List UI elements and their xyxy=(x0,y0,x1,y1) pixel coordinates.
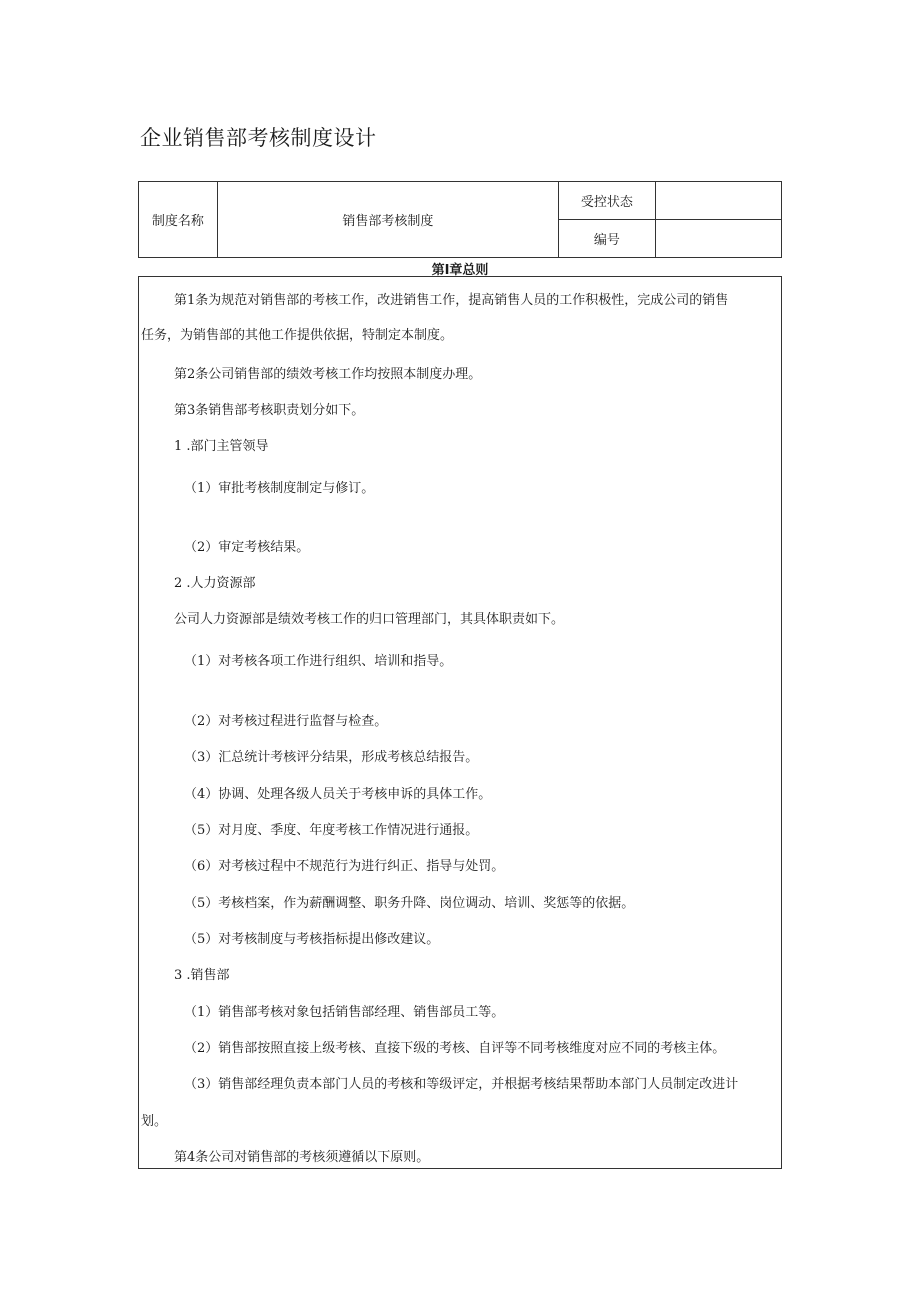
text-line: （1）对考核各项工作进行组织、培训和指导。 xyxy=(184,654,453,669)
text-line: 任务，为销售部的其他工作提供依据，特制定本制度。 xyxy=(141,328,454,343)
text-line: 2 .人力资源部 xyxy=(174,576,256,591)
text-line: （1）销售部考核对象包括销售部经理、销售部员工等。 xyxy=(184,1005,505,1020)
name-value-cell: 销售部考核制度 xyxy=(217,182,558,258)
text-line: 第3条销售部考核职责划分如下。 xyxy=(174,403,365,418)
text-line: （2）对考核过程进行监督与检查。 xyxy=(184,714,388,729)
number-label-cell: 编号 xyxy=(559,220,656,258)
text-line: 划。 xyxy=(141,1114,168,1129)
text-line: （3）汇总统计考核评分结果，形成考核总结报告。 xyxy=(184,750,479,765)
control-value-cell xyxy=(655,182,781,220)
header-table xyxy=(138,181,782,258)
text-line: 第2条公司销售部的绩效考核工作均按照本制度办理。 xyxy=(174,367,482,382)
name-label-cell: 制度名称 xyxy=(139,182,218,258)
text-line: （5）对月度、季度、年度考核工作情况进行通报。 xyxy=(184,823,479,838)
text-line: （5）对考核制度与考核指标提出修改建议。 xyxy=(184,932,440,947)
text-line: （2）销售部按照直接上级考核、直接下级的考核、自评等不同考核维度对应不同的考核主体。 xyxy=(184,1041,726,1056)
text-line: 1 .部门主管领导 xyxy=(174,439,269,454)
text-line: 3 .销售部 xyxy=(174,968,230,983)
document-title: 企业销售部考核制度设计 xyxy=(140,126,377,150)
control-label-cell: 受控状态 xyxy=(559,182,656,220)
text-line: 第1条为规范对销售部的考核工作，改进销售工作，提高销售人员的工作积极性，完成公司的销售 xyxy=(174,293,729,308)
text-line: （1）审批考核制度制定与修订。 xyxy=(184,481,375,496)
text-line: （2）审定考核结果。 xyxy=(184,540,310,555)
text-line: 第4条公司对销售部的考核须遵循以下原则。 xyxy=(174,1150,430,1165)
number-value-cell xyxy=(655,220,781,258)
text-line: （5）考核档案，作为薪酬调整、职务升降、岗位调动、培训、奖惩等的依据。 xyxy=(184,896,635,911)
text-line: （6）对考核过程中不规范行为进行纠正、指导与处罚。 xyxy=(184,859,505,874)
chapter-title: 第I章总则 xyxy=(431,263,489,278)
text-line: （3）销售部经理负责本部门人员的考核和等级评定，并根据考核结果帮助本部门人员制定改进计 xyxy=(184,1077,739,1092)
content-box xyxy=(138,276,782,1169)
text-line: （4）协调、处理各级人员关于考核申诉的具体工作。 xyxy=(184,787,492,802)
text-line: 公司人力资源部是绩效考核工作的归口管理部门，其具体职责如下。 xyxy=(174,612,565,627)
